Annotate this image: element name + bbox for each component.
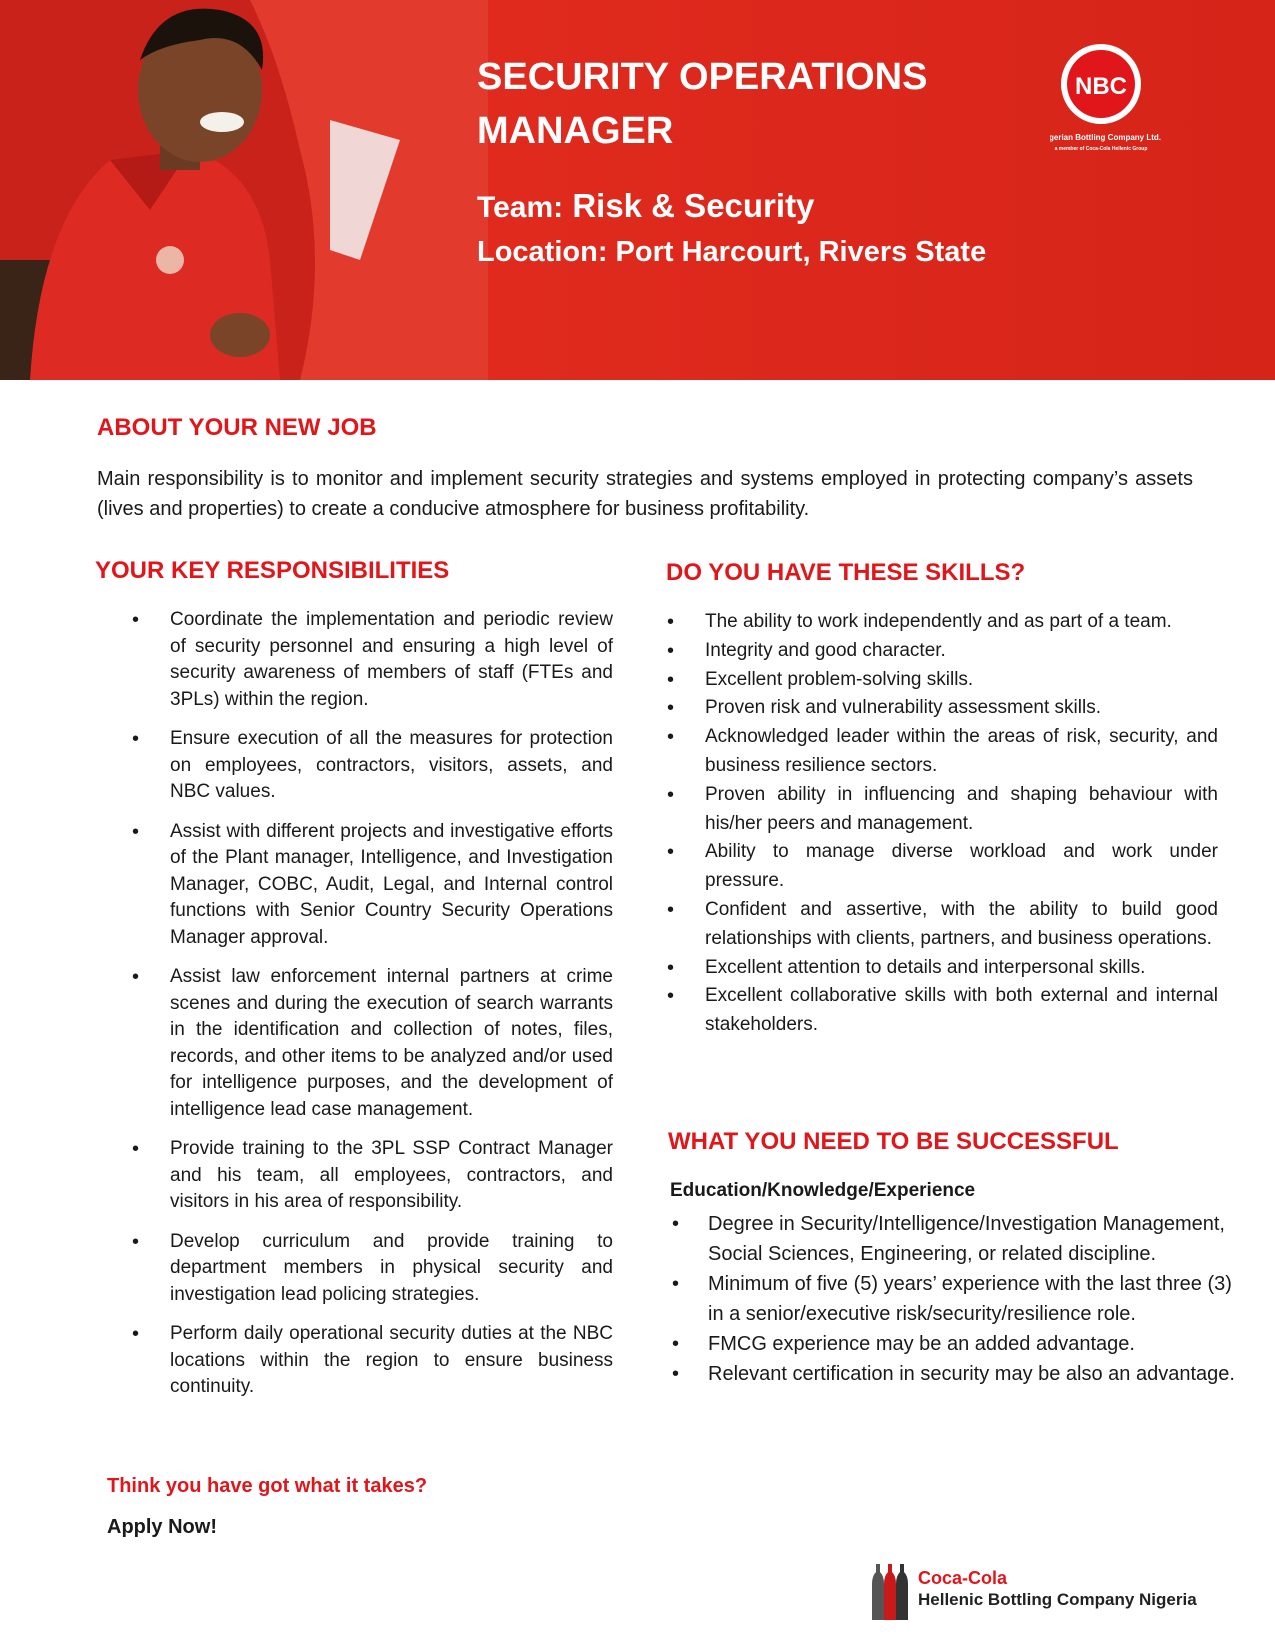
- footer-company: [918, 1590, 1197, 1610]
- footer-brand: Coca-Cola: [918, 1568, 1008, 1588]
- footer-country: Nigeria: [1139, 1590, 1197, 1609]
- list-item: • FMCG experience may be an added advantage.: [670, 1329, 1240, 1359]
- header-photo: [0, 0, 488, 380]
- nbc-logo-mark: [1050, 42, 1220, 162]
- list-item: • Confident and assertive, with the ability to build good relationships with clients, partners, and business operations.: [665, 896, 1218, 954]
- education-list: [670, 1209, 1240, 1389]
- list-item: • Proven ability in influencing and shaping behaviour with his/her peers and management.: [665, 781, 1218, 839]
- about-text: Main responsibility is to monitor and implement security strategies and systems employed in protecting company’s assets (lives and properties) to create a conducive atmosphere for business profitability.: [97, 468, 1193, 520]
- list-item: • Proven risk and vulnerability assessment skills.: [665, 694, 1218, 723]
- apply-now-text: Apply Now!: [107, 1516, 217, 1538]
- list-item: • The ability to work independently and as part of a team.: [665, 608, 1218, 637]
- bottles-icon: [868, 1562, 912, 1622]
- header-banner: [0, 0, 1275, 380]
- skills-list: [665, 608, 1218, 1040]
- responsibilities-list: [130, 607, 613, 1414]
- list-item: • Ability to manage diverse workload and work under pressure.: [665, 838, 1218, 896]
- list-item: • Relevant certification in security may be also an advantage.: [670, 1359, 1240, 1389]
- cta-question: Think you have got what it takes?: [107, 1475, 428, 1497]
- list-item: • Minimum of five (5) years’ experience with the last three (3) in a senior/executive risk/security/resilience role.: [670, 1269, 1240, 1329]
- list-item: • Ensure execution of all the measures for protection on employees, contractors, visitors, assets, and NBC values.: [130, 726, 613, 806]
- team-label: Team:: [477, 191, 564, 224]
- list-item: • Coordinate the implementation and periodic review of security personnel and ensuring a high level of security awareness of members of staff (FTEs and 3PLs) within the region.: [130, 607, 613, 713]
- education-subheading: Education/Knowledge/Experience: [670, 1180, 976, 1201]
- skills-heading: DO YOU HAVE THESE SKILLS?: [666, 559, 1026, 586]
- team-line: [477, 187, 814, 225]
- nbc-logo-tagline: a member of Coca-Cola Hellenic Group: [1054, 146, 1148, 152]
- list-item: • Excellent attention to details and interpersonal skills.: [665, 954, 1218, 983]
- job-title: SECURITY OPERATIONS MANAGER: [477, 56, 928, 152]
- list-item: • Integrity and good character.: [665, 637, 1218, 666]
- list-item: • Perform daily operational security duties at the NBC locations within the region to ensure business continuity.: [130, 1321, 613, 1401]
- list-item: • Develop curriculum and provide training to department members in physical security and investigation lead policing strategies.: [130, 1229, 613, 1309]
- list-item: • Excellent collaborative skills with both external and internal stakeholders.: [665, 982, 1218, 1040]
- team-value: Risk & Security: [572, 187, 815, 224]
- footer-company-name: Hellenic Bottling Company: [918, 1590, 1135, 1609]
- nbc-logo: [1050, 42, 1220, 162]
- nbc-logo-company: Nigerian Bottling Company Ltd.: [1050, 133, 1161, 142]
- responsibilities-heading: YOUR KEY RESPONSIBILITIES: [95, 557, 450, 584]
- coca-cola-hbc-logo: [868, 1562, 1208, 1626]
- list-item: • Assist with different projects and investigative efforts of the Plant manager, Intelligence, and Investigation Manager, COBC, Audit, Legal, and Internal control functions with Senior Country Security Operations Manager approval.: [130, 819, 613, 952]
- location-line: Location: Port Harcourt, Rivers State: [477, 236, 987, 268]
- nbc-logo-letters: NBC: [1075, 73, 1127, 100]
- about-heading: ABOUT YOUR NEW JOB: [97, 414, 377, 441]
- list-item: • Acknowledged leader within the areas of risk, security, and business resilience sectors.: [665, 723, 1218, 781]
- list-item: • Assist law enforcement internal partners at crime scenes and during the execution of search warrants in the identification and collection of notes, files, records, and other items to be analyzed and/or used for intelligence purposes, and the development of intelligence lead case management.: [130, 964, 613, 1123]
- success-heading: WHAT YOU NEED TO BE SUCCESSFUL: [668, 1128, 1119, 1155]
- list-item: • Degree in Security/Intelligence/Investigation Management, Social Sciences, Engineering, or related discipline.: [670, 1209, 1240, 1269]
- person-photo-illustration: [0, 0, 488, 380]
- list-item: • Provide training to the 3PL SSP Contract Manager and his team, all employees, contractors, and visitors in his area of responsibility.: [130, 1136, 613, 1216]
- list-item: • Excellent problem-solving skills.: [665, 666, 1218, 695]
